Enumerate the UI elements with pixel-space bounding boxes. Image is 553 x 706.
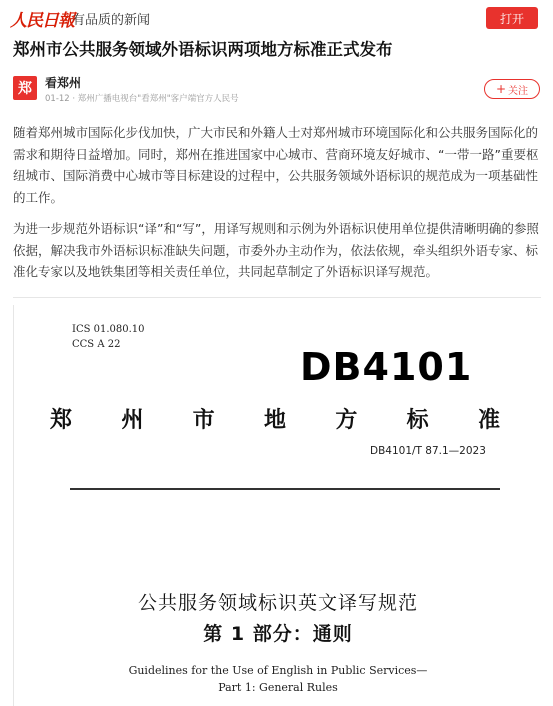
doc-standard-code: DB4101: [300, 345, 473, 389]
doc-name-char: 市: [192, 407, 215, 433]
doc-standard-number: DB4101/T 87.1—2023: [370, 445, 486, 457]
app-tagline: 有品质的新闻: [72, 13, 151, 28]
article-meta: 01-12 · 郑州广播电视台"看郑州"客户端官方人民号: [45, 94, 239, 104]
doc-classification: [72, 322, 145, 352]
doc-rule-line: [70, 488, 500, 490]
plus-icon: +: [495, 82, 507, 96]
doc-ccs: CCS A 22: [72, 339, 121, 350]
doc-title-en: Guidelines for the Use of English in Public Services—: [128, 664, 428, 677]
author-name[interactable]: 看郑州: [45, 76, 82, 90]
doc-title-cn: 公共服务领域标识英文译写规范: [137, 592, 418, 614]
author-avatar[interactable]: 郑: [13, 76, 37, 100]
open-app-button[interactable]: 打开: [486, 7, 538, 29]
doc-name-char: 方: [335, 407, 358, 433]
doc-name-char: 郑: [50, 407, 73, 433]
article-paragraph: 为进一步规范外语标识“译”和“写”，用译写规则和示例为外语标识使用单位提供清晰明确的参照依据，解决我市外语标识标准缺失问题，市委外办主动作为，依法依规，牵头组织外语专家、标准化专家以及地铁集团等相关责任单位，共同起草制定了外语标识译写规范。: [13, 221, 539, 279]
doc-name-char: 准: [477, 407, 500, 433]
doc-standard-name: [50, 403, 500, 434]
doc-name-char: 地: [263, 407, 286, 433]
doc-name-char: 州: [121, 407, 144, 433]
article-title: 郑州市公共服务领域外语标识两项地方标准正式发布: [13, 40, 393, 59]
doc-part-en: Part 1: General Rules: [218, 681, 338, 694]
article-paragraph: 随着郑州城市国际化步伐加快，广大市民和外籍人士对郑州城市环境国际化和公共服务国际化的需求和期待日益增加。同时，郑州在推进国家中心城市、营商环境友好城市、“一带一路”重要枢纽城市、国际消费中心城市等目标建设的过程中，公共服务领域外语标识的规范成为一项基础性的工作。: [13, 125, 539, 205]
doc-ics: ICS 01.080.10: [72, 324, 145, 335]
follow-button[interactable]: [484, 79, 540, 99]
standard-document-image[interactable]: [13, 305, 542, 706]
app-logo: 人民日報: [10, 11, 74, 31]
follow-label: 关注: [508, 85, 529, 97]
top-bar: [0, 0, 553, 34]
doc-name-char: 标: [406, 407, 429, 433]
doc-part-cn: 第 1 部分：通则: [203, 623, 353, 645]
divider: [13, 297, 541, 298]
